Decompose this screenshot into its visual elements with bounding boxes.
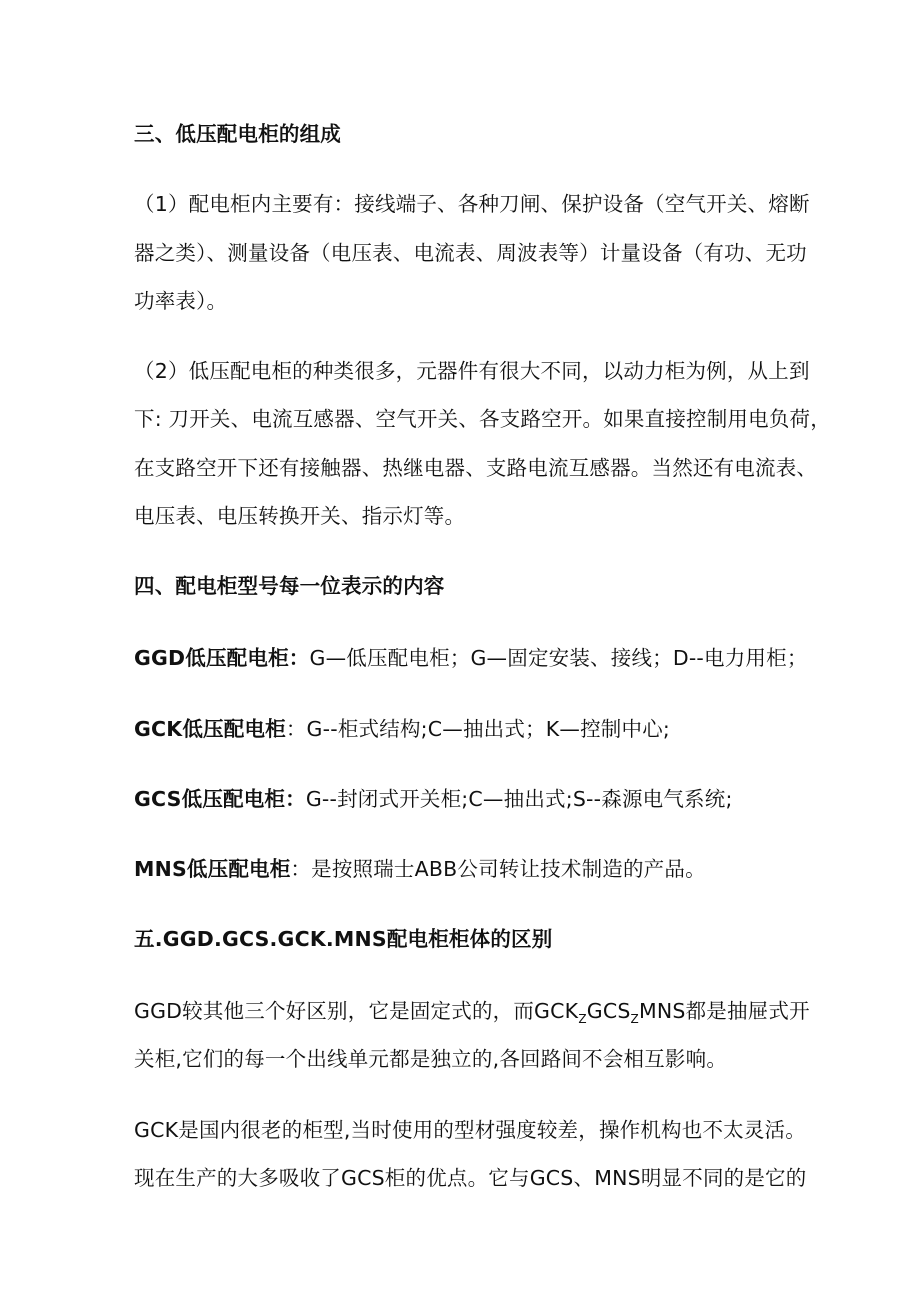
model-desc: ：G--柜式结构;C—抽出式；K—控制中心; <box>285 717 671 741</box>
s3-p1-line-1: （1）配电柜内主要有：接线端子、各种刀闸、保护设备（空气开关、熔断 <box>134 192 810 216</box>
subscript-z: Z <box>630 1012 639 1026</box>
s5-p1-text-b: GCS <box>586 999 631 1023</box>
s5-p2-line-2: 现在生产的大多吸收了GCS柜的优点。它与GCS、MNS明显不同的是它的 <box>134 1166 807 1190</box>
model-desc: G--封闭式开关柜;C—抽出式;S--森源电气系统; <box>305 787 733 811</box>
s3-p2-line-3: 在支路空开下还有接触器、热继电器、支路电流互感器。当然还有电流表、 <box>134 456 818 480</box>
model-label: GGD低压配电柜： <box>134 646 310 670</box>
subscript-z: Z <box>578 1012 587 1026</box>
model-item-mns <box>134 855 706 883</box>
s5-p1-text-c: MNS都是抽屉式开 <box>638 999 810 1023</box>
s3-p1-line-2: 器之类）、测量设备（电压表、电流表、周波表等）计量设备（有功、无功 <box>134 241 807 265</box>
s5-p1-line-2: 关柜,它们的每一个出线单元都是独立的,各回路间不会相互影响。 <box>134 1047 728 1071</box>
model-desc: ：是按照瑞士ABB公司转让技术制造的产品。 <box>290 857 706 881</box>
s3-p2-line-4: 电压表、电压转换开关、指示灯等。 <box>134 504 466 528</box>
section-5-heading: 五.GGD.GCS.GCK.MNS配电柜柜体的区别 <box>134 927 553 951</box>
s3-p2-line-1: （2）低压配电柜的种类很多，元器件有很大不同，以动力柜为例，从上到 <box>134 359 810 383</box>
s5-p1-text-a: GGD较其他三个好区别，它是固定式的，而GCK <box>134 999 579 1023</box>
model-label: GCK低压配电柜 <box>134 717 286 741</box>
model-item-gcs <box>134 785 733 813</box>
s5-p2-line-1: GCK是国内很老的柜型,当时使用的型材强度较差，操作机构也不太灵活。 <box>134 1118 806 1142</box>
s3-p2-line-2: 下: 刀开关、电流互感器、空气开关、各支路空开。如果直接控制用电负荷， <box>134 407 831 431</box>
section-3-heading: 三、低压配电柜的组成 <box>134 122 341 146</box>
model-label: GCS低压配电柜： <box>134 787 306 811</box>
section-4-heading: 四、配电柜型号每一位表示的内容 <box>134 574 445 598</box>
s3-p1-line-3: 功率表）。 <box>134 289 228 313</box>
model-item-ggd <box>134 644 808 672</box>
model-label: MNS低压配电柜 <box>134 857 291 881</box>
s5-p1-line-1 <box>134 997 810 1028</box>
model-desc: G—低压配电柜；G—固定安装、接线；D--电力用柜； <box>309 646 808 670</box>
model-item-gck <box>134 715 670 743</box>
